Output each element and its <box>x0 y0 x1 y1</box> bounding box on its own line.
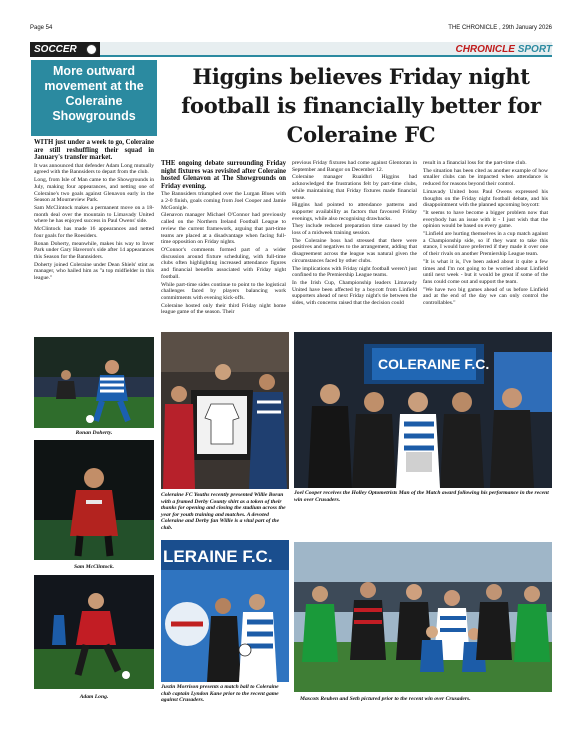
article-paragraph: "It is what it is, I've been asked about it quite a few times and I'm not going to be worried about Linfield until next week - but it would be great if some of the fans could come out and support the team. <box>423 258 548 285</box>
article-paragraph: Higgins had pointed to attendance patterns and supporter availability as factors that favoured Friday evenings, while also recognising drawbacks. <box>292 202 417 222</box>
banner-text: COLERAINE F.C. <box>378 356 490 372</box>
sidebar-paragraph: Doherty joined Coleraine under Dean Shiels' stint as manager, who hailed him as "a top midfielder in this league." <box>34 261 154 282</box>
article-paragraph: In the Irish Cup, Championship leaders Limavady United have been affected by a boycott from Linfield supporters ahead of next Friday night's tie between the sides, with concerns raised that the decision could <box>292 279 417 307</box>
article-column-1 <box>161 160 286 326</box>
article-paragraph: O'Connor's comments formed part of a wider discussion around fixture scheduling, with full-time clubs often highlighting increased attendance figures and financial benefits associated with Friday night football. <box>161 247 286 280</box>
caption-sam: Sam McClintock. <box>73 564 115 570</box>
brand-main: CHRONICLE <box>455 44 515 55</box>
banner-text: LERAINE F.C. <box>163 547 273 566</box>
caption-adam: Adam Long. <box>79 694 109 700</box>
article-paragraph: "Linfield are hurting themselves in a cup match against a Championship side, so if they want to take this stance, I would have preferred if they made it over one of their rivals on another Premiership League team. <box>423 231 548 258</box>
article-paragraph: They include reduced preparation time caused by the loss of a midweek training session. <box>292 223 417 237</box>
sidebar-paragraph: McClintock has made 16 appearances and netted four goals for the Roesiders. <box>34 226 154 239</box>
article-paragraph: result in a financial loss for the part-time club. <box>423 160 527 166</box>
article-paragraph: The implications with Friday night football weren't just confined to the Premiership League teams. <box>292 265 417 279</box>
article-paragraph: The Bannsiders triumphed over the Lurgan Blues with a 2-0 finish, goals coming from Joel Cooper and Jamie McGonigle. <box>161 191 286 211</box>
sidebar-lead: WITH just under a week to go, Coleraine are still reshuffling their squad in January's transfer market. <box>34 139 154 162</box>
brand-logo <box>432 43 552 56</box>
sidebar-title: More outward movement at the Coleraine Showgrounds <box>31 60 157 136</box>
sidebar-paragraph: Sam McClintock makes a permanent move on a 18-month deal over the mountain to Limavady United where he has enjoyed success in Paul Owens' side. <box>34 205 154 225</box>
article-paragraph: "It seems to have become a bigger problem now that everybody has an issue with it - I just wish that the opinion would be based on every game. <box>423 209 548 230</box>
photo-adam-long <box>34 575 154 689</box>
page-header <box>30 25 552 35</box>
sidebar-paragraph: Ronan Doherty, meanwhile, makes his way to Inver Park under Gary Haveron's side after 14 appearances this Season for the Bannsiders. <box>34 240 154 260</box>
photo-man-of-the-match <box>294 332 552 488</box>
article-paragraph: Coleraine hosted only their third Friday night home league game of the season. Their <box>161 302 286 316</box>
page-number: Page 54 <box>30 25 53 31</box>
article-paragraph: Coleraine manager Ruaidhri Higgins had acknowledged the frustrations felt by part-time clubs, while maintaining that Friday fixtures made financial sense. <box>292 174 417 201</box>
caption-ronan: Ronan Doherty. <box>75 430 113 436</box>
article-lead: THE ongoing debate surrounding Friday night fixtures was revisited after Coleraine hosted Glenavon at The Showgrounds on Friday evening. <box>161 160 286 190</box>
photo-match-ball-presentation <box>161 540 289 682</box>
football-icon <box>86 44 97 55</box>
section-label: SOCCER <box>30 42 100 57</box>
masthead-date: THE CHRONICLE , 29th January 2026 <box>448 25 552 31</box>
article-column-2 <box>292 160 417 326</box>
article-paragraph: "We have two big games ahead of us before Linfield and at the end of the day we can only control the controllables." <box>423 286 548 307</box>
article-paragraph: While part-time sides continue to point to the logistical challenges faced by players balancing work commitments with evening kick-offs. <box>161 281 286 301</box>
caption-cooper: Joel Cooper receives the Holley Optometrists Man of the Match award following his performance in the recent win over Crusaders. <box>294 490 549 503</box>
photo-youths-presentation <box>161 332 289 489</box>
photo-ronan-doherty <box>34 337 154 428</box>
brand-sport: SPORT <box>517 44 552 55</box>
sidebar-paragraph: Long, from Isle of Man came to the Showgrounds in July, making four appearances, and netting one of Coleraine's two goals against Glenavon early in the Season at Mourneview Park. <box>34 177 154 204</box>
caption-justin: Justin Morrison presents a match ball to Coleraine club captain Lyndon Kane prior to the recent game against Crusaders. <box>161 684 279 703</box>
caption-youths: Coleraine FC Youths recently presented Willie Boran with a framed Derby County shirt as a token of their thanks for opening and closing the stadium across the year for youth training and matches. A devoted Coleraine and Derby fan Willie is a vital part of the club. <box>161 492 286 531</box>
article-paragraph: Glenavon manager Michael O'Connor had previously called on the Northern Ireland Football League to review the current framework, arguing that part-time teams are placed at a disadvantage when facing full-time opposition on Friday nights. <box>161 212 286 246</box>
photo-mascots <box>294 542 552 692</box>
page-title: Higgins believes Friday night football is financially better for Coleraine FC <box>181 64 541 147</box>
sidebar-story <box>34 139 154 335</box>
article-paragraph: Limavady United boss Paul Owens expressed his thoughts on the Friday night football debate, and his disappointment with the planned upcoming boycott: <box>423 188 548 209</box>
article-column-3 <box>423 160 548 326</box>
article-paragraph: The situation has been cited as another example of how smaller clubs can be impacted when attendance is reduced for reasons beyond their control. <box>423 167 548 188</box>
sidebar-paragraph: It was announced that defender Adam Long mutually agreed with the Bannsiders to depart from the club. <box>34 162 154 176</box>
caption-mascots: Mascots Reuben and Seth pictured prior to the recent win over Crusaders. <box>300 696 471 702</box>
photo-sam-mcclintock <box>34 440 154 560</box>
article-paragraph: previous Friday fixtures had come against Glentoran in September and Bangor on December 12. <box>292 160 417 173</box>
article-paragraph: The Coleraine boss had stressed that there were positives and negatives to the arrangement, adding that disagreement across the league was natural given the circumstances faced by other clubs. <box>292 237 417 264</box>
